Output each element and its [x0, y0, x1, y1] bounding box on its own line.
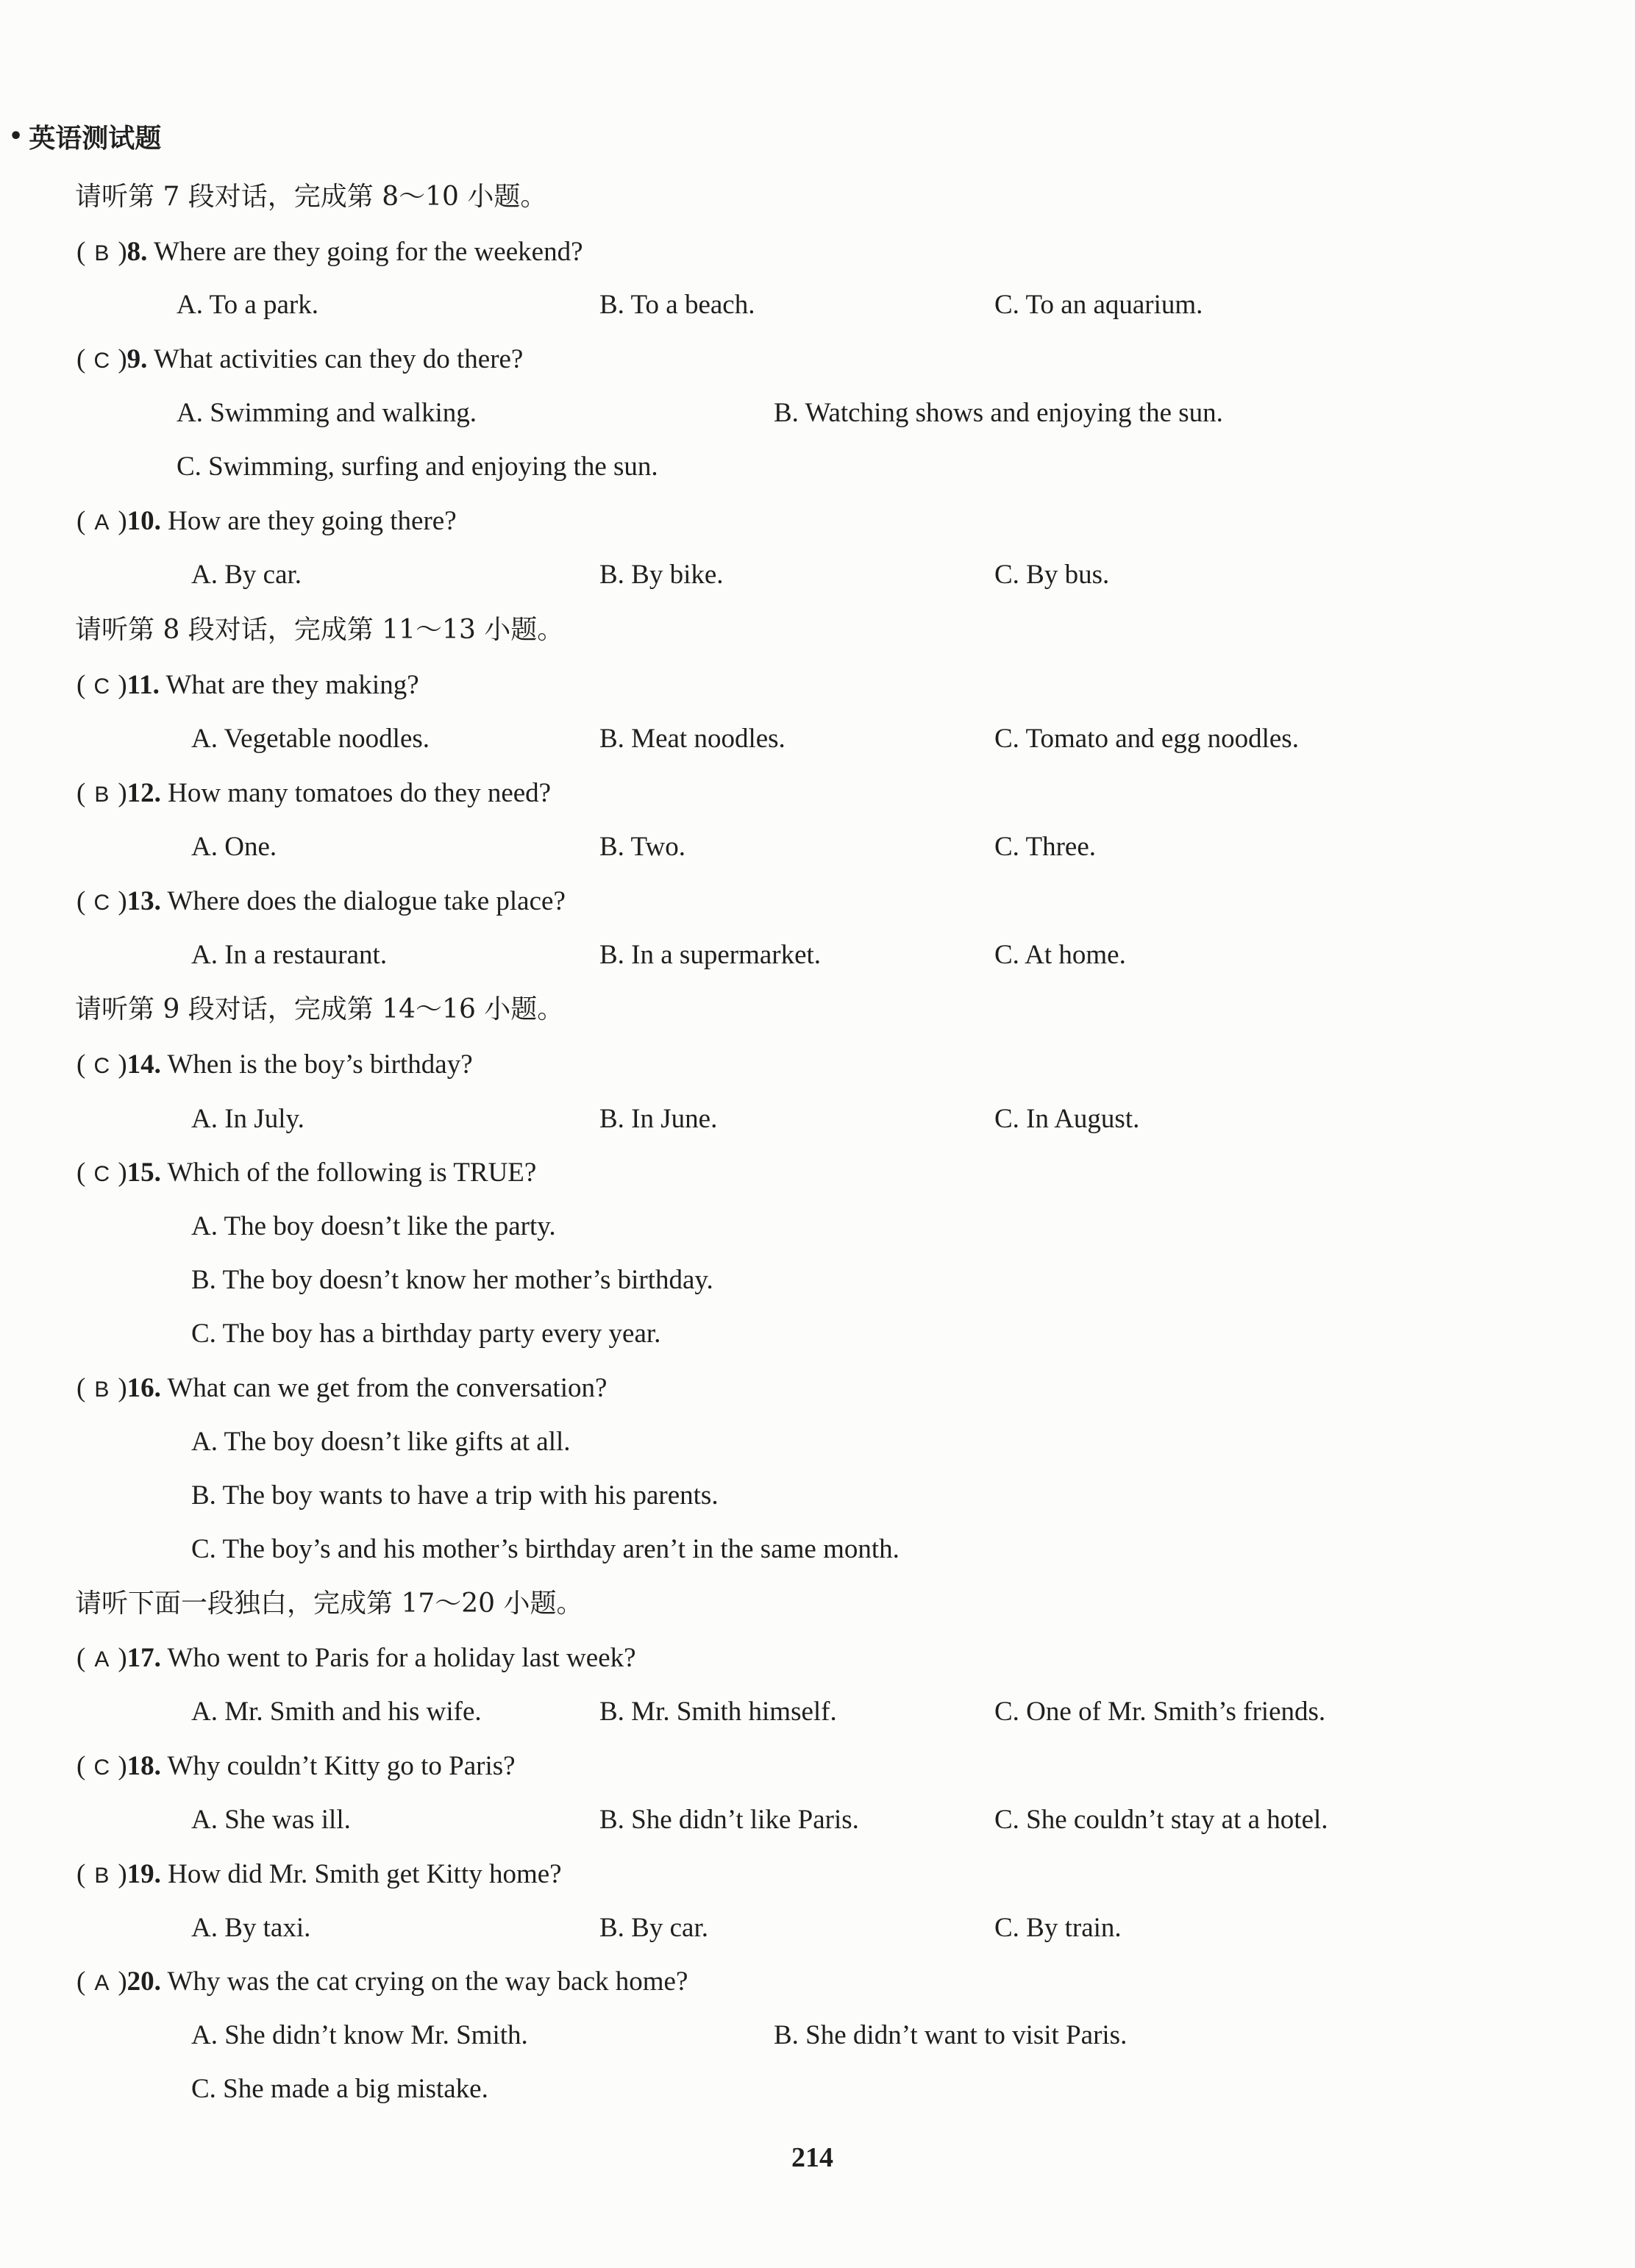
option-a: A. To a park. [177, 290, 318, 320]
option-a: A. The boy doesn’t like the party. [191, 1211, 556, 1241]
answer-mark: C [93, 1162, 110, 1186]
option-b: B. Watching shows and enjoying the sun. [774, 398, 1223, 428]
option-b: B. She didn’t want to visit Paris. [774, 2020, 1128, 2050]
section-instruction: 请听第 7 段对话，完成第 8～10 小题。 [75, 182, 547, 212]
question-9: ( C )9. What activities can they do there? [76, 341, 523, 379]
option-a: A. The boy doesn’t like gifts at all. [191, 1427, 571, 1457]
option-a: A. In July. [191, 1104, 304, 1134]
bullet-dot: • [9, 124, 24, 149]
option-b: B. The boy wants to have a trip with his parents. [191, 1480, 719, 1511]
answer-mark: C [93, 891, 110, 915]
option-a: A. By taxi. [191, 1913, 311, 1943]
option-a: A. Mr. Smith and his wife. [191, 1697, 482, 1727]
question-10: ( A )10. How are they going there? [76, 503, 457, 541]
page-number: 214 [791, 2142, 833, 2173]
answer-mark: C [93, 1054, 110, 1078]
question-11: ( C )11. What are they making? [76, 667, 419, 705]
question-16: ( B )16. What can we get from the conversation? [76, 1370, 607, 1408]
option-c: C. Three. [994, 832, 1097, 862]
question-15: ( C )15. Which of the following is TRUE? [76, 1155, 536, 1193]
answer-mark: C [93, 349, 110, 373]
header-title: 英语测试题 [29, 124, 162, 154]
option-b: B. Meat noodles. [599, 724, 786, 754]
option-c: C. She couldn’t stay at a hotel. [994, 1805, 1328, 1835]
option-a: A. One. [191, 832, 277, 862]
option-a: A. She was ill. [191, 1805, 351, 1835]
option-c: C. The boy’s and his mother’s birthday aren’t in the same month. [191, 1534, 900, 1564]
answer-mark: C [93, 1755, 110, 1780]
question-17: ( A )17. Who went to Paris for a holiday last week? [76, 1640, 636, 1678]
answer-mark: B [94, 1377, 110, 1402]
option-c: C. By bus. [994, 560, 1110, 590]
question-18: ( C )18. Why couldn’t Kitty go to Paris? [76, 1748, 516, 1786]
option-b: B. She didn’t like Paris. [599, 1805, 859, 1835]
question-13: ( C )13. Where does the dialogue take place? [76, 883, 566, 921]
question-19: ( B )19. How did Mr. Smith get Kitty home? [76, 1856, 562, 1894]
answer-mark: B [94, 241, 110, 265]
section-instruction: 请听下面一段独白，完成第 17～20 小题。 [75, 1588, 583, 1619]
option-a: A. In a restaurant. [191, 940, 388, 970]
question-12: ( B )12. How many tomatoes do they need? [76, 775, 551, 813]
option-c: C. By train. [994, 1913, 1122, 1943]
option-b: B. To a beach. [599, 290, 755, 320]
answer-mark: B [94, 1864, 110, 1888]
option-c: C. She made a big mistake. [191, 2074, 488, 2104]
question-14: ( C )14. When is the boy’s birthday? [76, 1046, 473, 1085]
option-b: B. By car. [599, 1913, 708, 1943]
option-c: C. In August. [994, 1104, 1140, 1134]
question-20: ( A )20. Why was the cat crying on the way back home? [76, 1964, 688, 2002]
answer-mark: A [94, 1647, 110, 1672]
section-instruction: 请听第 8 段对话，完成第 11～13 小题。 [75, 615, 564, 645]
option-b: B. In a supermarket. [599, 940, 822, 970]
option-a: A. She didn’t know Mr. Smith. [191, 2020, 528, 2050]
answer-mark: A [94, 510, 110, 535]
answer-mark: B [94, 782, 110, 807]
option-c: C. The boy has a birthday party every year. [191, 1319, 661, 1349]
answer-mark: C [93, 674, 110, 699]
option-b: B. By bike. [599, 560, 724, 590]
option-b: B. Two. [599, 832, 685, 862]
option-b: B. In June. [599, 1104, 718, 1134]
option-a: A. Swimming and walking. [177, 398, 477, 428]
option-b: B. Mr. Smith himself. [599, 1697, 837, 1727]
option-c: C. One of Mr. Smith’s friends. [994, 1697, 1326, 1727]
option-c: C. To an aquarium. [994, 290, 1203, 320]
option-c: C. Tomato and egg noodles. [994, 724, 1299, 754]
option-a: A. By car. [191, 560, 302, 590]
option-b: B. The boy doesn’t know her mother’s birthday. [191, 1265, 713, 1295]
answer-mark: A [94, 1971, 110, 1995]
option-c: C. At home. [994, 940, 1126, 970]
page-header [9, 118, 161, 155]
option-a: A. Vegetable noodles. [191, 724, 430, 754]
section-instruction: 请听第 9 段对话，完成第 14～16 小题。 [75, 994, 564, 1024]
option-c: C. Swimming, surfing and enjoying the sun. [177, 452, 658, 482]
question-8: ( B )8. Where are they going for the weekend? [76, 234, 583, 272]
